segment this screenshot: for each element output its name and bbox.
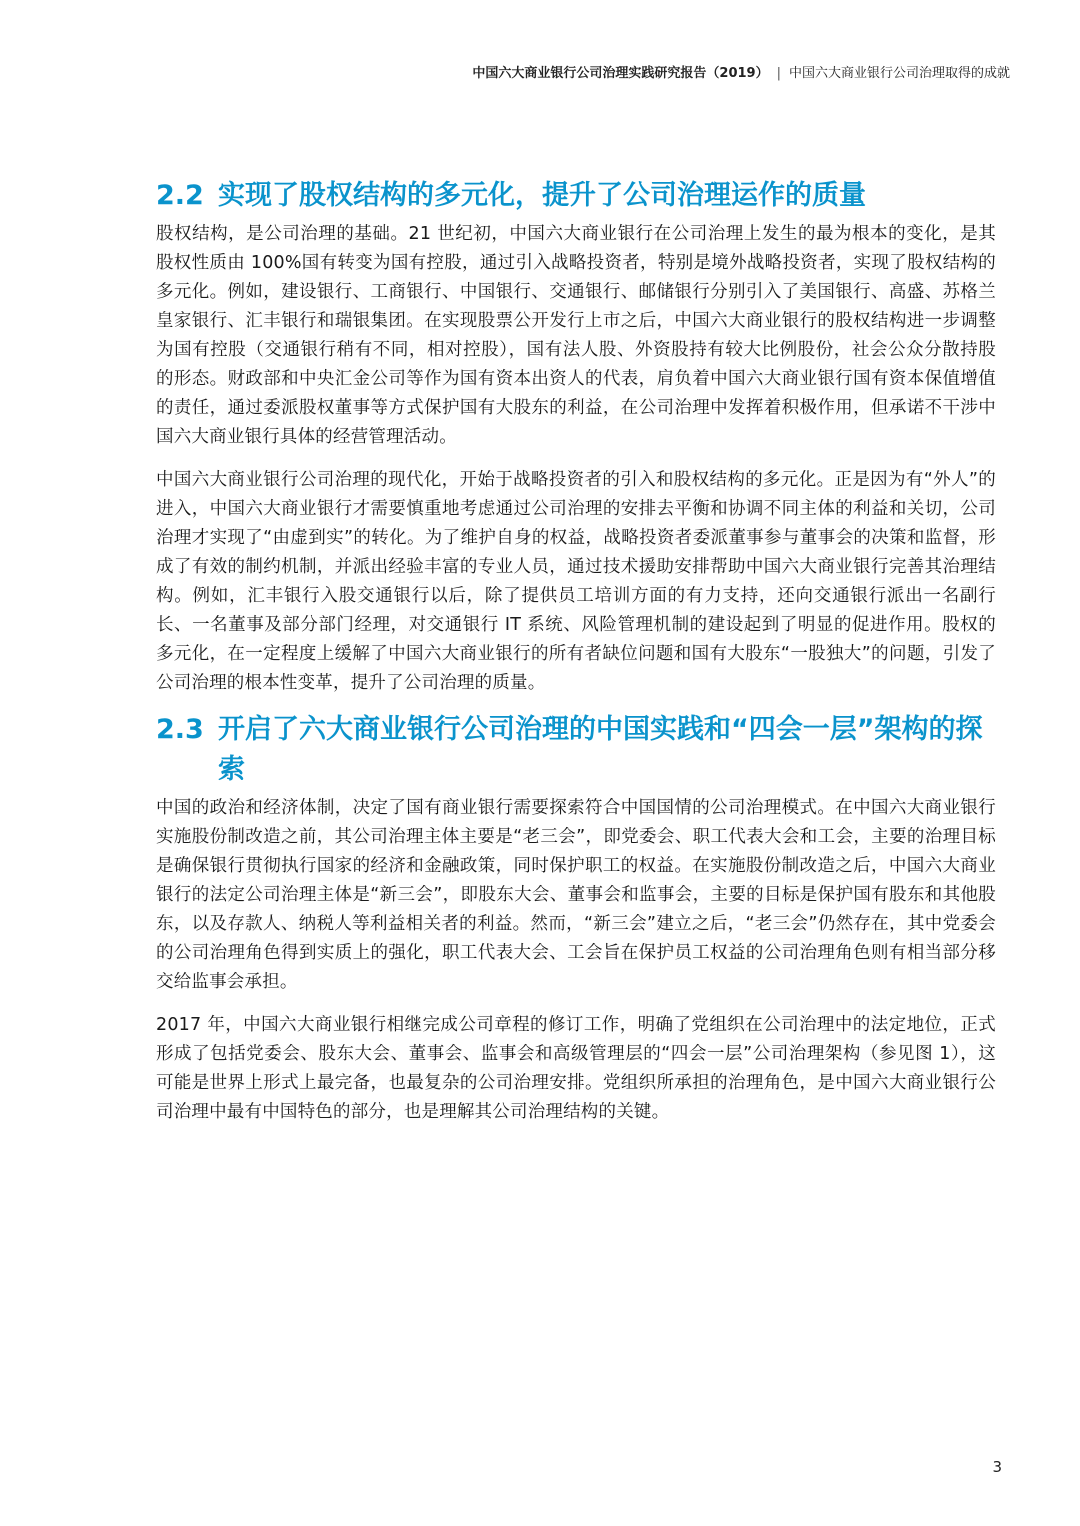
header-separator: | [776, 66, 781, 81]
section-title: 实现了股权结构的多元化，提升了公司治理运作的质量 [218, 180, 866, 211]
section-number: 2.3 [156, 714, 204, 745]
chapter-title: 中国六大商业银行公司治理取得的成就 [788, 66, 1010, 81]
body-paragraph: 中国的政治和经济体制，决定了国有商业银行需要探索符合中国国情的公司治理模式。在中国六大商业银行实施股份制改造之前，其公司治理主体主要是“老三会”，即党委会、职工代表大会和工会，主要的治理目标是确保银行贯彻执行国家的经济和金融政策，同时保护职工的权益。在实施股份制改造之后，中国六大商业银行的法定公司治理主体是“新三会”，即股东大会、董事会和监事会，主要的目标是保护国有股东和其他股东，以及存款人、纳税人等利益相关者的利益。然而，“新三会”建立之后，“老三会”仍然存在，其中党委会的公司治理角色得到实质上的强化，职工代表大会、工会旨在保护员工权益的公司治理角色则有相当部分移交给监事会承担。 [156, 798, 996, 992]
section-heading [156, 176, 996, 216]
section-2-2 [156, 176, 996, 698]
body-paragraph: 股权结构，是公司治理的基础。21 世纪初，中国六大商业银行在公司治理上发生的最为根本的变化，是其股权性质由 100%国有转变为国有控股，通过引入战略投资者，特别是境外战略投资者，实现了股权结构的多元化。例如，建设银行、工商银行、中国银行、交通银行、邮储银行分别引入了美国银行、高盛、苏格兰皇家银行、汇丰银行和瑞银集团。在实现股票公开发行上市之后，中国六大商业银行的股权结构进一步调整为国有控股（交通银行稍有不同，相对控股），国有法人股、外资股持有较大比例股份，社会公众分散持股的形态。财政部和中央汇金公司等作为国有资本出资人的代表，肩负着中国六大商业银行国有资本保值增值的责任，通过委派股权董事等方式保护国有大股东的利益，在公司治理中发挥着积极作用，但承诺不干涉中国六大商业银行具体的经营管理活动。 [156, 224, 996, 447]
section-2-3 [156, 710, 996, 1127]
section-number: 2.2 [156, 180, 204, 211]
section-title: 开启了六大商业银行公司治理的中国实践和“四会一层”架构的探索 [218, 714, 983, 785]
body-paragraph: 中国六大商业银行公司治理的现代化，开始于战略投资者的引入和股权结构的多元化。正是因为有“外人”的进入，中国六大商业银行才需要慎重地考虑通过公司治理的安排去平衡和协调不同主体的利益和关切，公司治理才实现了“由虚到实”的转化。为了维护自身的权益，战略投资者委派董事参与董事会的决策和监督，形成了有效的制约机制，并派出经验丰富的专业人员，通过技术援助安排帮助中国六大商业银行完善其治理结构。例如，汇丰银行入股交通银行以后，除了提供员工培训方面的有力支持，还向交通银行派出一名副行长、一名董事及部分部门经理，对交通银行 IT 系统、风险管理机制的建设起到了明显的促进作用。股权的多元化，在一定程度上缓解了中国六大商业银行的所有者缺位问题和国有大股东“一股独大”的问题，引发了公司治理的根本性变革，提升了公司治理的质量。 [156, 470, 996, 693]
page-content [156, 176, 996, 1127]
page-number: 3 [992, 1458, 1002, 1476]
body-paragraph: 2017 年，中国六大商业银行相继完成公司章程的修订工作，明确了党组织在公司治理中的法定地位，正式形成了包括党委会、股东大会、董事会、监事会和高级管理层的“四会一层”公司治理架构（参见图 1），这可能是世界上形式上最完备，也最复杂的公司治理安排。党组织所承担的治理角色，是中国六大商业银行公司治理中最有中国特色的部分，也是理解其公司治理结构的关键。 [156, 1015, 996, 1122]
running-header [472, 62, 1010, 81]
section-heading [156, 710, 996, 790]
report-title: 中国六大商业银行公司治理实践研究报告（2019） [472, 66, 769, 81]
